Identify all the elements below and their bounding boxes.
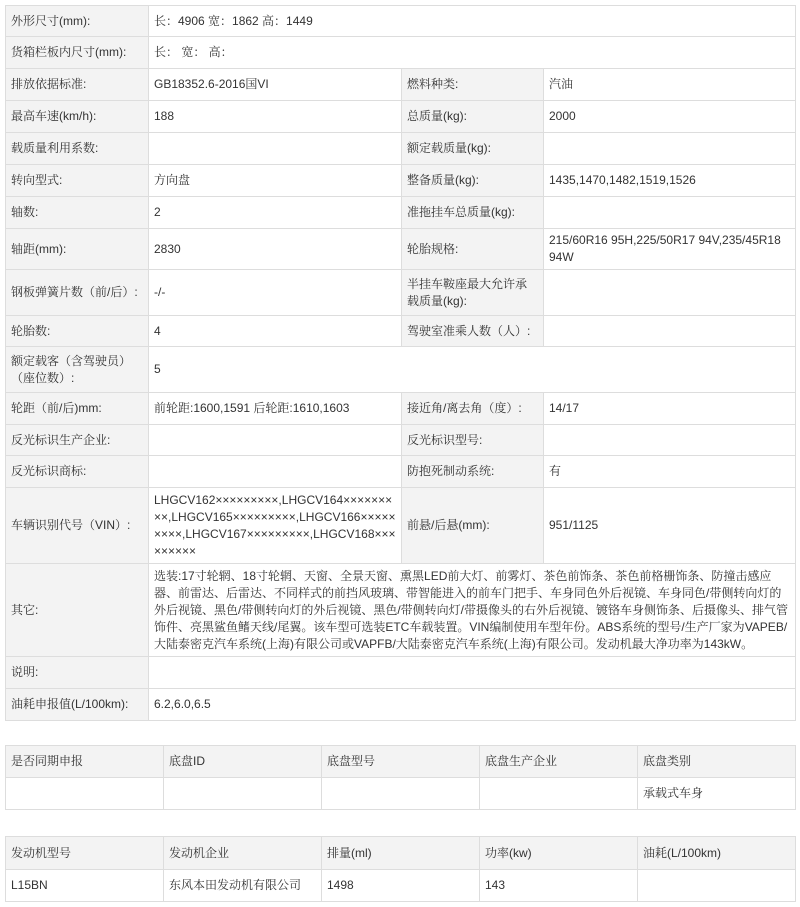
tirecount-label: 轮胎数: <box>6 316 149 347</box>
table-cell <box>480 778 638 810</box>
trailer-value <box>544 197 796 229</box>
table-cell <box>164 778 322 810</box>
cab-label: 驾驶室准乘人数（人）: <box>402 316 544 347</box>
table-header-row <box>6 837 796 870</box>
tire-value: 215/60R16 95H,225/50R17 94V,235/45R18 94W <box>544 229 796 270</box>
reflector-model-label: 反光标识型号: <box>402 425 544 456</box>
fuel-value: 汽油 <box>544 69 796 101</box>
column-header: 底盘ID <box>164 746 322 778</box>
wheelbase-label: 轴距(mm): <box>6 229 149 270</box>
fuel-label: 燃料种类: <box>402 69 544 101</box>
seats-value: 5 <box>149 347 796 393</box>
table-header-row <box>6 746 796 778</box>
chassis-table <box>5 745 796 810</box>
loadutil-value <box>149 133 402 165</box>
table-cell: 1498 <box>322 870 480 902</box>
column-header: 功率(kw) <box>480 837 638 870</box>
table-cell <box>322 778 480 810</box>
saddle-label: 半挂车鞍座最大允许承载质量(kg): <box>402 270 544 316</box>
column-header: 发动机型号 <box>6 837 164 870</box>
reflector-brand-value <box>149 456 402 488</box>
column-header: 底盘类别 <box>638 746 796 778</box>
curbmass-label: 整备质量(kg): <box>402 165 544 197</box>
table-row <box>6 870 796 902</box>
ratedload-value <box>544 133 796 165</box>
table-cell: 143 <box>480 870 638 902</box>
dimensions-label: 外形尺寸(mm): <box>6 6 149 37</box>
table-row <box>6 165 796 197</box>
emission-value: GB18352.6-2016国VI <box>149 69 402 101</box>
abs-label: 防抱死制动系统: <box>402 456 544 488</box>
column-header: 发动机企业 <box>164 837 322 870</box>
table-row <box>6 393 796 425</box>
trailer-label: 准拖挂车总质量(kg): <box>402 197 544 229</box>
ratedload-label: 额定载质量(kg): <box>402 133 544 165</box>
emission-label: 排放依据标准: <box>6 69 149 101</box>
steering-label: 转向型式: <box>6 165 149 197</box>
leaf-label: 钢板弹簧片数（前/后）: <box>6 270 149 316</box>
vin-label: 车辆识别代号（VIN）: <box>6 488 149 564</box>
angle-value: 14/17 <box>544 393 796 425</box>
table-cell <box>638 870 796 902</box>
table-cell <box>6 778 164 810</box>
table-row <box>6 229 796 270</box>
seats-label: 额定载客（含驾驶员）（座位数）: <box>6 347 149 393</box>
note-value <box>149 657 796 689</box>
table-row <box>6 101 796 133</box>
vehicle-spec-table <box>5 5 796 721</box>
column-header: 是否同期申报 <box>6 746 164 778</box>
reflector-brand-label: 反光标识商标: <box>6 456 149 488</box>
angle-label: 接近角/离去角（度）: <box>402 393 544 425</box>
track-value: 前轮距:1600,1591 后轮距:1610,1603 <box>149 393 402 425</box>
loadutil-label: 载质量利用系数: <box>6 133 149 165</box>
engine-table <box>5 836 796 902</box>
steering-value: 方向盘 <box>149 165 402 197</box>
maxspeed-value: 188 <box>149 101 402 133</box>
track-label: 轮距（前/后)mm: <box>6 393 149 425</box>
reflector-model-value <box>544 425 796 456</box>
overhang-label: 前悬/后悬(mm): <box>402 488 544 564</box>
column-header: 底盘生产企业 <box>480 746 638 778</box>
axles-value: 2 <box>149 197 402 229</box>
table-row <box>6 689 796 721</box>
wheelbase-value: 2830 <box>149 229 402 270</box>
table-row <box>6 778 796 810</box>
table-cell: 东风本田发动机有限公司 <box>164 870 322 902</box>
table-row <box>6 69 796 101</box>
maxspeed-label: 最高车速(km/h): <box>6 101 149 133</box>
table-row <box>6 133 796 165</box>
overhang-value: 951/1125 <box>544 488 796 564</box>
table-row <box>6 657 796 689</box>
cargo-label: 货箱栏板内尺寸(mm): <box>6 37 149 69</box>
tire-label: 轮胎规格: <box>402 229 544 270</box>
note-label: 说明: <box>6 657 149 689</box>
other-label: 其它: <box>6 564 149 657</box>
cargo-value: 长： 宽： 高： <box>149 37 796 69</box>
table-row <box>6 6 796 37</box>
table-row <box>6 347 796 393</box>
other-value: 选装:17寸轮辋、18寸轮辋、天窗、全景天窗、熏黑LED前大灯、前雾灯、茶色前饰条、茶色前格栅饰条、防撞击感应器、前雷达、后雷达、不同样式的前挡风玻璃、带智能进入的前车门把手、车身同色外后视镜、车身同色/带侧转向灯的外后视镜、黑色/带侧转向灯的外后视镜、黑色/带侧转向灯/带摄像头的右外后视镜、镀铬车身侧饰条、后摄像头、排气管饰件、亮黑鲨鱼鳍天线/尾翼。该车型可选装ETC车载装置。VIN编制使用车型年份。ABS系统的型号/生产厂家为VAPEB/大陆泰密克汽车系统(上海)有限公司或VAPFB/大陆泰密克汽车系统(上海)有限公司。发动机最大净功率为143kW。 <box>149 564 796 657</box>
reflector-company-value <box>149 425 402 456</box>
table-row <box>6 488 796 564</box>
table-row <box>6 316 796 347</box>
column-header: 排量(ml) <box>322 837 480 870</box>
table-cell: L15BN <box>6 870 164 902</box>
table-row <box>6 270 796 316</box>
axles-label: 轴数: <box>6 197 149 229</box>
table-row <box>6 564 796 657</box>
consumption-value: 6.2,6.0,6.5 <box>149 689 796 721</box>
curbmass-value: 1435,1470,1482,1519,1526 <box>544 165 796 197</box>
totalmass-label: 总质量(kg): <box>402 101 544 133</box>
column-header: 油耗(L/100km) <box>638 837 796 870</box>
abs-value: 有 <box>544 456 796 488</box>
table-row <box>6 425 796 456</box>
saddle-value <box>544 270 796 316</box>
tirecount-value: 4 <box>149 316 402 347</box>
column-header: 底盘型号 <box>322 746 480 778</box>
table-row <box>6 456 796 488</box>
totalmass-value: 2000 <box>544 101 796 133</box>
table-row <box>6 37 796 69</box>
table-row <box>6 197 796 229</box>
consumption-label: 油耗申报值(L/100km): <box>6 689 149 721</box>
vin-value: LHGCV162×××××××××,LHGCV164×××××××××,LHGCV165×××××××××,LHGCV166×××××××××,LHGCV167×××××××××,LHGCV168××××××××× <box>149 488 402 564</box>
table-cell: 承载式车身 <box>638 778 796 810</box>
cab-value <box>544 316 796 347</box>
leaf-value: -/- <box>149 270 402 316</box>
reflector-company-label: 反光标识生产企业: <box>6 425 149 456</box>
dimensions-value: 长：4906 宽：1862 高：1449 <box>149 6 796 37</box>
